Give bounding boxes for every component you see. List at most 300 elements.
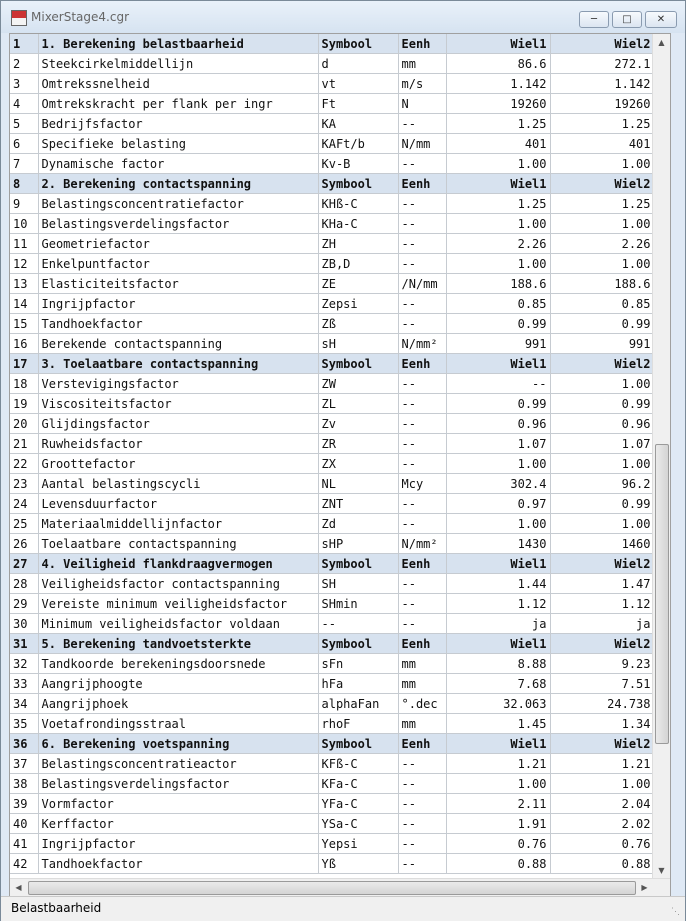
- table-row[interactable]: [10, 494, 654, 514]
- table-row[interactable]: [10, 234, 654, 254]
- description-cell[interactable]: Materiaalmiddellijnfactor: [38, 514, 318, 534]
- wheel2-value-cell[interactable]: 0.96: [550, 414, 654, 434]
- description-cell[interactable]: Kerffactor: [38, 814, 318, 834]
- row-number[interactable]: 18: [10, 374, 38, 394]
- symbol-cell[interactable]: Zß: [318, 314, 398, 334]
- row-number[interactable]: 35: [10, 714, 38, 734]
- unit-cell[interactable]: --: [398, 294, 446, 314]
- row-number[interactable]: 33: [10, 674, 38, 694]
- unit-cell[interactable]: --: [398, 614, 446, 634]
- wheel1-value-cell[interactable]: 1.45: [446, 714, 550, 734]
- unit-cell[interactable]: m/s: [398, 74, 446, 94]
- wheel2-value-cell[interactable]: 19260: [550, 94, 654, 114]
- symbol-cell[interactable]: --: [318, 614, 398, 634]
- symbol-cell[interactable]: hFa: [318, 674, 398, 694]
- wheel1-value-cell[interactable]: 1.00: [446, 774, 550, 794]
- row-number[interactable]: 16: [10, 334, 38, 354]
- description-cell[interactable]: Ingrijpfactor: [38, 834, 318, 854]
- unit-cell[interactable]: Eenh: [398, 554, 446, 574]
- wheel1-value-cell[interactable]: Wiel1: [446, 734, 550, 754]
- wheel2-value-cell[interactable]: 24.738: [550, 694, 654, 714]
- symbol-cell[interactable]: Zv: [318, 414, 398, 434]
- symbol-cell[interactable]: Kv-B: [318, 154, 398, 174]
- wheel2-value-cell[interactable]: Wiel2: [550, 634, 654, 654]
- unit-cell[interactable]: N/mm²: [398, 534, 446, 554]
- symbol-cell[interactable]: sFn: [318, 654, 398, 674]
- wheel2-value-cell[interactable]: 2.04: [550, 794, 654, 814]
- wheel1-value-cell[interactable]: 0.96: [446, 414, 550, 434]
- table-row[interactable]: [10, 214, 654, 234]
- description-cell[interactable]: Geometriefactor: [38, 234, 318, 254]
- symbol-cell[interactable]: alphaFan: [318, 694, 398, 714]
- symbol-cell[interactable]: Yß: [318, 854, 398, 874]
- wheel2-value-cell[interactable]: 1.00: [550, 254, 654, 274]
- wheel1-value-cell[interactable]: 1.00: [446, 214, 550, 234]
- wheel2-value-cell[interactable]: 1.25: [550, 114, 654, 134]
- row-number[interactable]: 23: [10, 474, 38, 494]
- wheel2-value-cell[interactable]: 272.1: [550, 54, 654, 74]
- table-row[interactable]: [10, 94, 654, 114]
- table-row[interactable]: [10, 774, 654, 794]
- row-number[interactable]: 38: [10, 774, 38, 794]
- symbol-cell[interactable]: KFa-C: [318, 774, 398, 794]
- symbol-cell[interactable]: Yepsi: [318, 834, 398, 854]
- section-header-row[interactable]: [10, 354, 654, 374]
- wheel2-value-cell[interactable]: 1.00: [550, 214, 654, 234]
- wheel1-value-cell[interactable]: 0.85: [446, 294, 550, 314]
- table-row[interactable]: [10, 794, 654, 814]
- unit-cell[interactable]: --: [398, 814, 446, 834]
- row-number[interactable]: 12: [10, 254, 38, 274]
- wheel2-value-cell[interactable]: 1.34: [550, 714, 654, 734]
- unit-cell[interactable]: N/mm: [398, 134, 446, 154]
- unit-cell[interactable]: --: [398, 194, 446, 214]
- wheel2-value-cell[interactable]: 1.00: [550, 374, 654, 394]
- description-cell[interactable]: Steekcirkelmiddellijn: [38, 54, 318, 74]
- description-cell[interactable]: Toelaatbare contactspanning: [38, 534, 318, 554]
- wheel2-value-cell[interactable]: 0.76: [550, 834, 654, 854]
- unit-cell[interactable]: --: [398, 154, 446, 174]
- row-number[interactable]: 37: [10, 754, 38, 774]
- row-number[interactable]: 2: [10, 54, 38, 74]
- symbol-cell[interactable]: Zd: [318, 514, 398, 534]
- wheel2-value-cell[interactable]: 991: [550, 334, 654, 354]
- symbol-cell[interactable]: KHa-C: [318, 214, 398, 234]
- table-row[interactable]: [10, 414, 654, 434]
- wheel2-value-cell[interactable]: 1.00: [550, 514, 654, 534]
- resize-grip-icon[interactable]: ⋱: [671, 907, 680, 917]
- table-row[interactable]: [10, 854, 654, 874]
- symbol-cell[interactable]: Ft: [318, 94, 398, 114]
- symbol-cell[interactable]: ZL: [318, 394, 398, 414]
- unit-cell[interactable]: --: [398, 314, 446, 334]
- row-number[interactable]: 20: [10, 414, 38, 434]
- description-cell[interactable]: Ruwheidsfactor: [38, 434, 318, 454]
- symbol-cell[interactable]: SHmin: [318, 594, 398, 614]
- symbol-cell[interactable]: SH: [318, 574, 398, 594]
- description-cell[interactable]: Tandhoekfactor: [38, 854, 318, 874]
- wheel2-value-cell[interactable]: 188.6: [550, 274, 654, 294]
- unit-cell[interactable]: /N/mm: [398, 274, 446, 294]
- wheel1-value-cell[interactable]: 1.25: [446, 194, 550, 214]
- unit-cell[interactable]: Eenh: [398, 734, 446, 754]
- description-cell[interactable]: Glijdingsfactor: [38, 414, 318, 434]
- row-number[interactable]: 14: [10, 294, 38, 314]
- wheel2-value-cell[interactable]: 1.00: [550, 154, 654, 174]
- wheel2-value-cell[interactable]: Wiel2: [550, 734, 654, 754]
- row-number[interactable]: 40: [10, 814, 38, 834]
- wheel1-value-cell[interactable]: 1430: [446, 534, 550, 554]
- wheel2-value-cell[interactable]: 1.07: [550, 434, 654, 454]
- wheel2-value-cell[interactable]: 1.142: [550, 74, 654, 94]
- symbol-cell[interactable]: Symbool: [318, 634, 398, 654]
- symbol-cell[interactable]: Symbool: [318, 354, 398, 374]
- row-number[interactable]: 42: [10, 854, 38, 874]
- wheel1-value-cell[interactable]: 1.142: [446, 74, 550, 94]
- unit-cell[interactable]: --: [398, 514, 446, 534]
- unit-cell[interactable]: Eenh: [398, 34, 446, 54]
- horizontal-scrollbar[interactable]: [10, 878, 670, 896]
- symbol-cell[interactable]: KA: [318, 114, 398, 134]
- row-number[interactable]: 19: [10, 394, 38, 414]
- table-row[interactable]: [10, 654, 654, 674]
- wheel2-value-cell[interactable]: 0.99: [550, 494, 654, 514]
- table-row[interactable]: [10, 294, 654, 314]
- symbol-cell[interactable]: ZX: [318, 454, 398, 474]
- app-icon[interactable]: [11, 10, 27, 26]
- wheel2-value-cell[interactable]: 96.2: [550, 474, 654, 494]
- section-header-row[interactable]: [10, 734, 654, 754]
- unit-cell[interactable]: Eenh: [398, 174, 446, 194]
- symbol-cell[interactable]: rhoF: [318, 714, 398, 734]
- description-cell[interactable]: Tandkoorde berekeningsdoorsnede: [38, 654, 318, 674]
- wheel2-value-cell[interactable]: Wiel2: [550, 354, 654, 374]
- section-header-row[interactable]: [10, 634, 654, 654]
- symbol-cell[interactable]: d: [318, 54, 398, 74]
- description-cell[interactable]: 6. Berekening voetspanning: [38, 734, 318, 754]
- vertical-scrollbar[interactable]: [652, 34, 670, 879]
- wheel1-value-cell[interactable]: 1.21: [446, 754, 550, 774]
- unit-cell[interactable]: mm: [398, 54, 446, 74]
- symbol-cell[interactable]: Zepsi: [318, 294, 398, 314]
- description-cell[interactable]: Omtrekskracht per flank per ingr: [38, 94, 318, 114]
- row-number[interactable]: 8: [10, 174, 38, 194]
- unit-cell[interactable]: --: [398, 374, 446, 394]
- symbol-cell[interactable]: vt: [318, 74, 398, 94]
- table-row[interactable]: [10, 274, 654, 294]
- unit-cell[interactable]: N: [398, 94, 446, 114]
- wheel2-value-cell[interactable]: 7.51: [550, 674, 654, 694]
- wheel1-value-cell[interactable]: 1.00: [446, 514, 550, 534]
- table-row[interactable]: [10, 534, 654, 554]
- row-number[interactable]: 41: [10, 834, 38, 854]
- table-row[interactable]: [10, 154, 654, 174]
- row-number[interactable]: 27: [10, 554, 38, 574]
- wheel2-value-cell[interactable]: 1.21: [550, 754, 654, 774]
- row-number[interactable]: 6: [10, 134, 38, 154]
- row-number[interactable]: 28: [10, 574, 38, 594]
- wheel2-value-cell[interactable]: Wiel2: [550, 554, 654, 574]
- unit-cell[interactable]: --: [398, 214, 446, 234]
- row-number[interactable]: 17: [10, 354, 38, 374]
- row-number[interactable]: 29: [10, 594, 38, 614]
- row-number[interactable]: 4: [10, 94, 38, 114]
- table-row[interactable]: [10, 74, 654, 94]
- description-cell[interactable]: 3. Toelaatbare contactspanning: [38, 354, 318, 374]
- description-cell[interactable]: Omtrekssnelheid: [38, 74, 318, 94]
- description-cell[interactable]: Aangrijphoek: [38, 694, 318, 714]
- description-cell[interactable]: 5. Berekening tandvoetsterkte: [38, 634, 318, 654]
- title-bar[interactable]: [1, 1, 685, 33]
- wheel2-value-cell[interactable]: 0.85: [550, 294, 654, 314]
- description-cell[interactable]: Bedrijfsfactor: [38, 114, 318, 134]
- table-row[interactable]: [10, 594, 654, 614]
- row-number[interactable]: 34: [10, 694, 38, 714]
- row-number[interactable]: 25: [10, 514, 38, 534]
- scroll-right-arrow-icon[interactable]: ▶: [641, 883, 648, 892]
- wheel1-value-cell[interactable]: 401: [446, 134, 550, 154]
- row-number[interactable]: 3: [10, 74, 38, 94]
- symbol-cell[interactable]: KAFt/b: [318, 134, 398, 154]
- table-row[interactable]: [10, 194, 654, 214]
- unit-cell[interactable]: N/mm²: [398, 334, 446, 354]
- symbol-cell[interactable]: Symbool: [318, 174, 398, 194]
- unit-cell[interactable]: mm: [398, 654, 446, 674]
- row-number[interactable]: 1: [10, 34, 38, 54]
- unit-cell[interactable]: Mcy: [398, 474, 446, 494]
- symbol-cell[interactable]: YSa-C: [318, 814, 398, 834]
- wheel2-value-cell[interactable]: Wiel2: [550, 34, 654, 54]
- close-button[interactable]: ✕: [645, 11, 677, 28]
- wheel1-value-cell[interactable]: 991: [446, 334, 550, 354]
- description-cell[interactable]: Aantal belastingscycli: [38, 474, 318, 494]
- wheel2-value-cell[interactable]: 0.99: [550, 314, 654, 334]
- table-row[interactable]: [10, 754, 654, 774]
- wheel2-value-cell[interactable]: 1.00: [550, 774, 654, 794]
- symbol-cell[interactable]: ZNT: [318, 494, 398, 514]
- unit-cell[interactable]: --: [398, 754, 446, 774]
- description-cell[interactable]: 2. Berekening contactspanning: [38, 174, 318, 194]
- symbol-cell[interactable]: KFß-C: [318, 754, 398, 774]
- table-row[interactable]: [10, 454, 654, 474]
- wheel1-value-cell[interactable]: 188.6: [446, 274, 550, 294]
- wheel2-value-cell[interactable]: 1.00: [550, 454, 654, 474]
- symbol-cell[interactable]: sH: [318, 334, 398, 354]
- table-row[interactable]: [10, 394, 654, 414]
- row-number[interactable]: 36: [10, 734, 38, 754]
- symbol-cell[interactable]: sHP: [318, 534, 398, 554]
- unit-cell[interactable]: --: [398, 834, 446, 854]
- table-row[interactable]: [10, 614, 654, 634]
- section-header-row[interactable]: [10, 34, 654, 54]
- row-number[interactable]: 10: [10, 214, 38, 234]
- description-cell[interactable]: 1. Berekening belastbaarheid: [38, 34, 318, 54]
- description-cell[interactable]: Belastingsconcentratieactor: [38, 754, 318, 774]
- section-header-row[interactable]: [10, 554, 654, 574]
- unit-cell[interactable]: --: [398, 794, 446, 814]
- scroll-left-arrow-icon[interactable]: ◀: [15, 883, 22, 892]
- description-cell[interactable]: Specifieke belasting: [38, 134, 318, 154]
- table-row[interactable]: [10, 314, 654, 334]
- description-cell[interactable]: Aangrijphoogte: [38, 674, 318, 694]
- wheel2-value-cell[interactable]: ja: [550, 614, 654, 634]
- unit-cell[interactable]: Eenh: [398, 354, 446, 374]
- section-header-row[interactable]: [10, 174, 654, 194]
- description-cell[interactable]: Minimum veiligheidsfactor voldaan: [38, 614, 318, 634]
- symbol-cell[interactable]: Symbool: [318, 554, 398, 574]
- unit-cell[interactable]: mm: [398, 674, 446, 694]
- wheel2-value-cell[interactable]: 0.99: [550, 394, 654, 414]
- table-row[interactable]: [10, 334, 654, 354]
- row-number[interactable]: 13: [10, 274, 38, 294]
- wheel2-value-cell[interactable]: Wiel2: [550, 174, 654, 194]
- wheel2-value-cell[interactable]: 2.26: [550, 234, 654, 254]
- symbol-cell[interactable]: Symbool: [318, 34, 398, 54]
- table-row[interactable]: [10, 834, 654, 854]
- unit-cell[interactable]: --: [398, 114, 446, 134]
- table-row[interactable]: [10, 574, 654, 594]
- vertical-scroll-thumb[interactable]: [655, 444, 669, 744]
- scroll-down-arrow-icon[interactable]: ▼: [658, 866, 665, 875]
- row-number[interactable]: 32: [10, 654, 38, 674]
- unit-cell[interactable]: --: [398, 494, 446, 514]
- row-number[interactable]: 30: [10, 614, 38, 634]
- wheel2-value-cell[interactable]: 1.25: [550, 194, 654, 214]
- symbol-cell[interactable]: NL: [318, 474, 398, 494]
- wheel1-value-cell[interactable]: 19260: [446, 94, 550, 114]
- unit-cell[interactable]: --: [398, 454, 446, 474]
- row-number[interactable]: 21: [10, 434, 38, 454]
- description-cell[interactable]: Belastingsconcentratiefactor: [38, 194, 318, 214]
- wheel1-value-cell[interactable]: 0.97: [446, 494, 550, 514]
- wheel1-value-cell[interactable]: 0.99: [446, 314, 550, 334]
- table-row[interactable]: [10, 434, 654, 454]
- wheel1-value-cell[interactable]: --: [446, 374, 550, 394]
- wheel1-value-cell[interactable]: Wiel1: [446, 634, 550, 654]
- wheel1-value-cell[interactable]: 86.6: [446, 54, 550, 74]
- wheel1-value-cell[interactable]: 0.99: [446, 394, 550, 414]
- unit-cell[interactable]: --: [398, 254, 446, 274]
- wheel1-value-cell[interactable]: 0.76: [446, 834, 550, 854]
- symbol-cell[interactable]: ZH: [318, 234, 398, 254]
- description-cell[interactable]: Voetafrondingsstraal: [38, 714, 318, 734]
- unit-cell[interactable]: --: [398, 854, 446, 874]
- description-cell[interactable]: Ingrijpfactor: [38, 294, 318, 314]
- row-number[interactable]: 7: [10, 154, 38, 174]
- table-row[interactable]: [10, 474, 654, 494]
- wheel1-value-cell[interactable]: 1.00: [446, 454, 550, 474]
- wheel2-value-cell[interactable]: 9.23: [550, 654, 654, 674]
- wheel1-value-cell[interactable]: 1.25: [446, 114, 550, 134]
- wheel1-value-cell[interactable]: 1.00: [446, 254, 550, 274]
- wheel2-value-cell[interactable]: 2.02: [550, 814, 654, 834]
- description-cell[interactable]: Tandhoekfactor: [38, 314, 318, 334]
- description-cell[interactable]: Dynamische factor: [38, 154, 318, 174]
- row-number[interactable]: 5: [10, 114, 38, 134]
- table-row[interactable]: [10, 694, 654, 714]
- table-row[interactable]: [10, 374, 654, 394]
- unit-cell[interactable]: --: [398, 414, 446, 434]
- wheel1-value-cell[interactable]: 1.91: [446, 814, 550, 834]
- scroll-up-arrow-icon[interactable]: ▲: [658, 38, 665, 47]
- unit-cell[interactable]: --: [398, 394, 446, 414]
- wheel1-value-cell[interactable]: 2.26: [446, 234, 550, 254]
- row-number[interactable]: 9: [10, 194, 38, 214]
- wheel1-value-cell[interactable]: Wiel1: [446, 174, 550, 194]
- symbol-cell[interactable]: Symbool: [318, 734, 398, 754]
- wheel1-value-cell[interactable]: 32.063: [446, 694, 550, 714]
- wheel2-value-cell[interactable]: 0.88: [550, 854, 654, 874]
- table-row[interactable]: [10, 814, 654, 834]
- description-cell[interactable]: Vormfactor: [38, 794, 318, 814]
- wheel1-value-cell[interactable]: 8.88: [446, 654, 550, 674]
- symbol-cell[interactable]: ZR: [318, 434, 398, 454]
- horizontal-scroll-thumb[interactable]: [28, 881, 636, 895]
- description-cell[interactable]: Vereiste minimum veiligheidsfactor: [38, 594, 318, 614]
- minimize-button[interactable]: ─: [579, 11, 609, 28]
- row-number[interactable]: 22: [10, 454, 38, 474]
- symbol-cell[interactable]: YFa-C: [318, 794, 398, 814]
- wheel1-value-cell[interactable]: 2.11: [446, 794, 550, 814]
- symbol-cell[interactable]: ZB,D: [318, 254, 398, 274]
- unit-cell[interactable]: Eenh: [398, 634, 446, 654]
- table-row[interactable]: [10, 514, 654, 534]
- symbol-cell[interactable]: ZE: [318, 274, 398, 294]
- description-cell[interactable]: Elasticiteitsfactor: [38, 274, 318, 294]
- unit-cell[interactable]: --: [398, 774, 446, 794]
- symbol-cell[interactable]: ZW: [318, 374, 398, 394]
- wheel1-value-cell[interactable]: 302.4: [446, 474, 550, 494]
- wheel1-value-cell[interactable]: Wiel1: [446, 554, 550, 574]
- row-number[interactable]: 15: [10, 314, 38, 334]
- wheel2-value-cell[interactable]: 401: [550, 134, 654, 154]
- wheel1-value-cell[interactable]: 1.07: [446, 434, 550, 454]
- wheel2-value-cell[interactable]: 1.47: [550, 574, 654, 594]
- description-cell[interactable]: Belastingsverdelingsfactor: [38, 774, 318, 794]
- table-row[interactable]: [10, 714, 654, 734]
- unit-cell[interactable]: --: [398, 594, 446, 614]
- wheel1-value-cell[interactable]: 1.00: [446, 154, 550, 174]
- wheel1-value-cell[interactable]: Wiel1: [446, 34, 550, 54]
- description-cell[interactable]: Belastingsverdelingsfactor: [38, 214, 318, 234]
- table-row[interactable]: [10, 54, 654, 74]
- unit-cell[interactable]: °.dec: [398, 694, 446, 714]
- table-row[interactable]: [10, 114, 654, 134]
- description-cell[interactable]: 4. Veiligheid flankdraagvermogen: [38, 554, 318, 574]
- wheel2-value-cell[interactable]: 1.12: [550, 594, 654, 614]
- row-number[interactable]: 39: [10, 794, 38, 814]
- row-number[interactable]: 11: [10, 234, 38, 254]
- row-number[interactable]: 26: [10, 534, 38, 554]
- description-cell[interactable]: Groottefactor: [38, 454, 318, 474]
- wheel1-value-cell[interactable]: 7.68: [446, 674, 550, 694]
- description-cell[interactable]: Levensduurfactor: [38, 494, 318, 514]
- wheel1-value-cell[interactable]: 0.88: [446, 854, 550, 874]
- unit-cell[interactable]: --: [398, 434, 446, 454]
- description-cell[interactable]: Veiligheidsfactor contactspanning: [38, 574, 318, 594]
- symbol-cell[interactable]: KHß-C: [318, 194, 398, 214]
- unit-cell[interactable]: --: [398, 574, 446, 594]
- table-row[interactable]: [10, 674, 654, 694]
- wheel1-value-cell[interactable]: ja: [446, 614, 550, 634]
- table-row[interactable]: [10, 134, 654, 154]
- wheel1-value-cell[interactable]: Wiel1: [446, 354, 550, 374]
- wheel1-value-cell[interactable]: 1.44: [446, 574, 550, 594]
- description-cell[interactable]: Enkelpuntfactor: [38, 254, 318, 274]
- wheel2-value-cell[interactable]: 1460: [550, 534, 654, 554]
- wheel1-value-cell[interactable]: 1.12: [446, 594, 550, 614]
- maximize-button[interactable]: □: [612, 11, 642, 28]
